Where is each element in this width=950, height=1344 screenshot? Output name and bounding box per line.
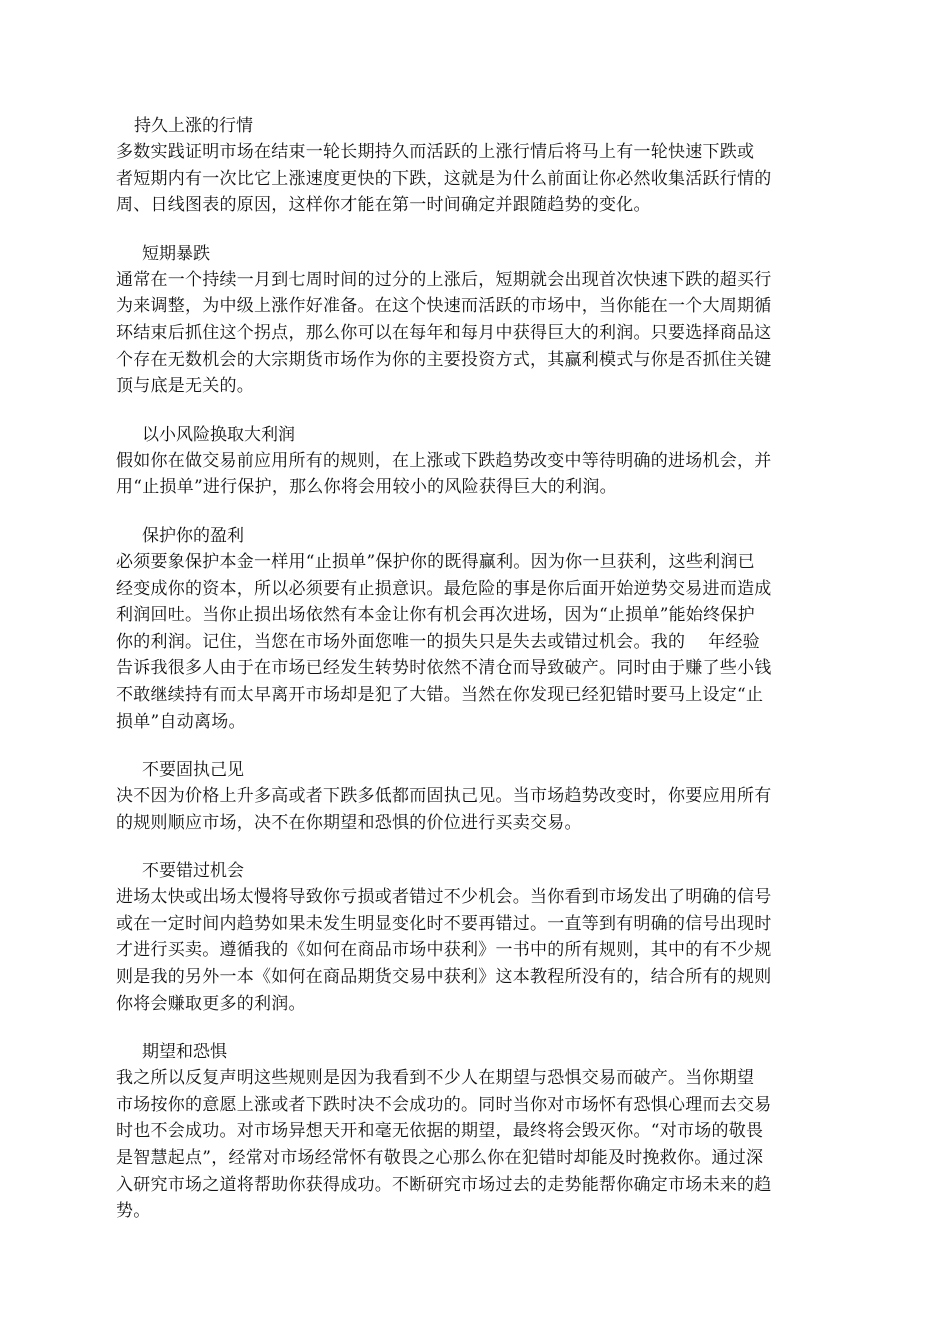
section-protect-profit xyxy=(116,523,844,735)
paragraph-line: 顶与底是无关的。 xyxy=(116,376,254,397)
section-heading: 保护你的盈利 xyxy=(142,525,244,546)
paragraph-line: 告诉我很多人由于在市场已经发生转势时依然不清仓而导致破产。同时由于赚了些小钱 xyxy=(116,658,772,679)
paragraph-line: 市场按你的意愿上涨或者下跌时决不会成功的。同时当你对市场怀有恐惧心理而去交易 xyxy=(116,1094,772,1115)
section-hope-and-fear xyxy=(116,1039,844,1225)
section-heading: 不要错过机会 xyxy=(142,861,244,882)
paragraph-line: 时也不会成功。对市场异想天开和毫无依据的期望，最终将会毁灭你。“对市场的敬畏 xyxy=(116,1121,764,1142)
section-small-risk-big-profit xyxy=(116,422,844,501)
paragraph-line: 是智慧起点”，经常对市场经常怀有敬畏之心那么你在犯错时却能及时挽救你。通过深 xyxy=(116,1148,764,1169)
paragraph-line: 用“止损单”进行保护，那么你将会用较小的风险获得巨大的利润。 xyxy=(116,477,617,498)
section-dont-miss-chances xyxy=(116,858,844,1017)
paragraph-line: 势。 xyxy=(116,1201,151,1222)
paragraph-line: 不敢继续持有而太早离开市场却是犯了大错。当然在你发现已经犯错时要马上设定“止 xyxy=(116,684,764,705)
paragraph-line: 环结束后抓住这个拐点，那么你可以在每年和每月中获得巨大的利润。只要选择商品这 xyxy=(116,322,772,343)
paragraph-line: 决不因为价格上升多高或者下跌多低都而固执己见。当市场趋势改变时，你要应用所有 xyxy=(116,786,772,807)
paragraph-line: 才进行买卖。遵循我的《如何在商品市场中获利》一书中的所有规则，其中的有不少规 xyxy=(116,940,772,961)
paragraph-line: 假如你在做交易前应用所有的规则，在上涨或下跌趋势改变中等待明确的进场机会，并 xyxy=(116,450,772,471)
paragraph-line: 的规则顺应市场，决不在你期望和恐惧的价位进行买卖交易。 xyxy=(116,812,582,833)
paragraph-line: 经变成你的资本，所以必须要有止损意识。最危险的事是你后面开始逆势交易进而造成 xyxy=(116,578,772,599)
paragraph-line: 或在一定时间内趋势如果未发生明显变化时不要再错过。一直等到有明确的信号出现时 xyxy=(116,913,772,934)
paragraph-line: 我之所以反复声明这些规则是因为我看到不少人在期望与恐惧交易而破产。当你期望 xyxy=(116,1068,755,1089)
section-not-stubborn xyxy=(116,757,844,836)
paragraph-line: 为来调整，为中级上涨作好准备。在这个快速而活跃的市场中，当你能在一个大周期循 xyxy=(116,296,772,317)
paragraph-line: 周、日线图表的原因，这样你才能在第一时间确定并跟随趋势的变化。 xyxy=(116,195,651,216)
paragraph-line: 则是我的另外一本《如何在商品期货交易中获利》这本教程所没有的，结合所有的规则 xyxy=(116,967,772,988)
section-short-crash xyxy=(116,241,844,400)
section-heading: 不要固执己见 xyxy=(142,760,244,781)
section-heading: 短期暴跌 xyxy=(142,243,210,264)
section-heading: 持久上涨的行情 xyxy=(134,116,253,136)
document-body xyxy=(116,113,844,1247)
paragraph-line: 者短期内有一次比它上涨速度更快的下跌，这就是为什么前面让你必然收集活跃行情的 xyxy=(116,168,772,189)
paragraph-line: 入研究市场之道将帮助你获得成功。不断研究市场过去的走势能帮你确定市场未来的趋 xyxy=(116,1174,772,1195)
paragraph-line: 你的利润。记住，当您在市场外面您唯一的损失只是失去或错过机会。我的 年经验 xyxy=(116,631,760,652)
paragraph-line: 必须要象保护本金一样用“止损单”保护你的既得赢利。因为你一旦获利，这些利润已 xyxy=(116,551,755,572)
paragraph-line: 个存在无数机会的大宗期货市场作为你的主要投资方式，其赢利模式与你是否抓住关键 xyxy=(116,349,772,370)
paragraph-line: 你将会赚取更多的利润。 xyxy=(116,993,306,1014)
section-lasting-rally xyxy=(116,113,844,219)
paragraph-line: 利润回吐。当你止损出场依然有本金让你有机会再次进场，因为“止损单”能始终保护 xyxy=(116,605,755,626)
section-heading: 以小风险换取大利润 xyxy=(142,424,295,445)
paragraph-line: 进场太快或出场太慢将导致你亏损或者错过不少机会。当你看到市场发出了明确的信号 xyxy=(116,887,772,908)
section-heading: 期望和恐惧 xyxy=(142,1042,227,1063)
paragraph-line: 多数实践证明市场在结束一轮长期持久而活跃的上涨行情后将马上有一轮快速下跌或 xyxy=(116,142,755,162)
paragraph-line: 通常在一个持续一月到七周时间的过分的上涨后，短期就会出现首次快速下跌的超买行 xyxy=(116,269,772,290)
paragraph-line: 损单”自动离场。 xyxy=(116,711,246,732)
